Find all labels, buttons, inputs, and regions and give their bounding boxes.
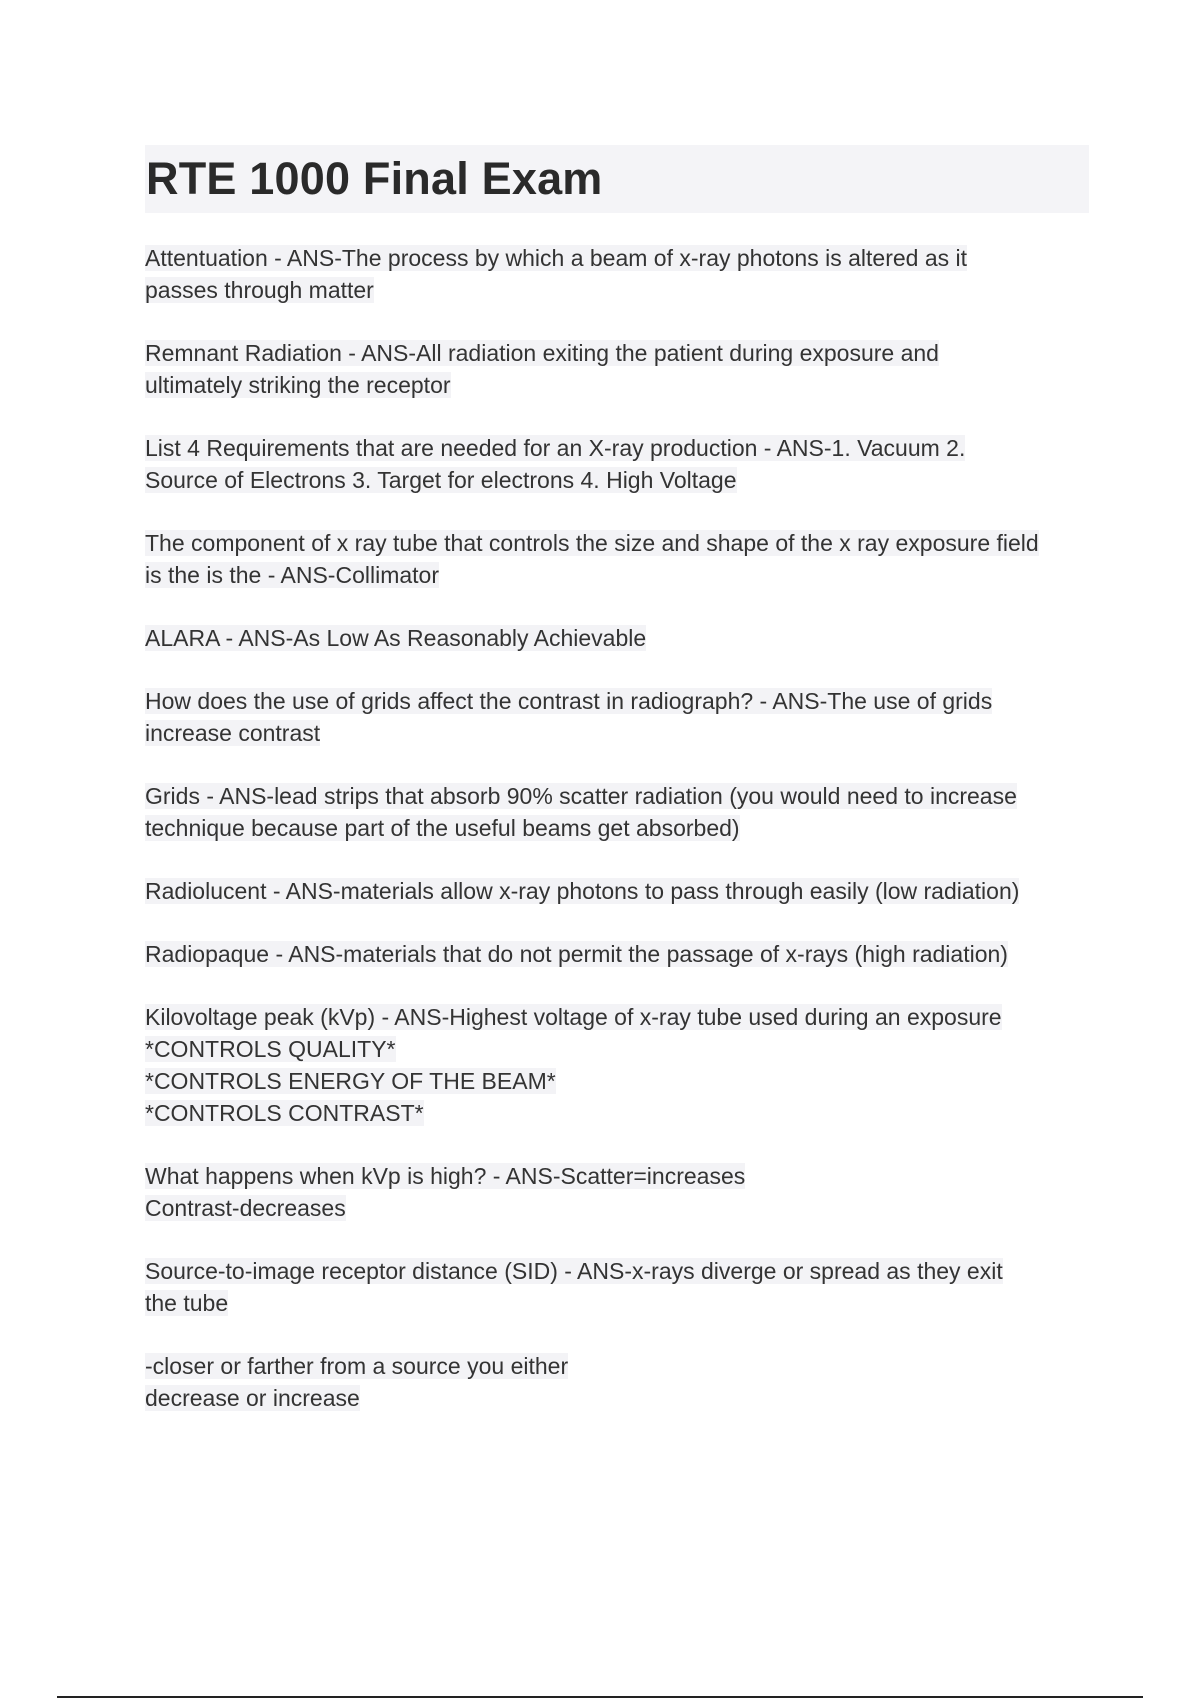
entry-line: *CONTROLS QUALITY*	[145, 1036, 396, 1062]
entry	[145, 780, 1095, 844]
entry	[145, 527, 1095, 591]
entry	[145, 685, 1095, 749]
entry-line: passes through matter	[145, 277, 374, 303]
entry-line: -closer or farther from a source you either	[145, 1353, 569, 1379]
entry-line: Grids - ANS-lead strips that absorb 90% scatter radiation (you would need to increase	[145, 783, 1017, 809]
entry-line: *CONTROLS ENERGY OF THE BEAM*	[145, 1068, 556, 1094]
entry-line: Kilovoltage peak (kVp) - ANS-Highest voltage of x-ray tube used during an exposure	[145, 1004, 1002, 1030]
entry	[145, 622, 1095, 654]
entry-list	[145, 242, 1095, 1445]
entry-line: How does the use of grids affect the contrast in radiograph? - ANS-The use of grids	[145, 688, 993, 714]
entry-line: Source of Electrons 3. Target for electrons 4. High Voltage	[145, 467, 737, 493]
entry-line: The component of x ray tube that controls the size and shape of the x ray exposure field	[145, 530, 1039, 556]
entry-line: *CONTROLS CONTRAST*	[145, 1100, 424, 1126]
entry-line: Radiolucent - ANS-materials allow x-ray photons to pass through easily (low radiation)	[145, 878, 1020, 904]
entry-line: Remnant Radiation - ANS-All radiation exiting the patient during exposure and	[145, 340, 939, 366]
entry-line: Attentuation - ANS-The process by which a beam of x-ray photons is altered as it	[145, 245, 968, 271]
entry-line: ALARA - ANS-As Low As Reasonably Achievable	[145, 625, 647, 651]
entry-line: Radiopaque - ANS-materials that do not permit the passage of x-rays (high radiation)	[145, 941, 1008, 967]
entry-line: is the is the - ANS-Collimator	[145, 562, 439, 588]
entry	[145, 337, 1095, 401]
entry	[145, 1255, 1095, 1319]
entry	[145, 432, 1095, 496]
title-block	[145, 145, 1089, 213]
entry-line: List 4 Requirements that are needed for an X-ray production - ANS-1. Vacuum 2.	[145, 435, 966, 461]
entry-line: the tube	[145, 1290, 229, 1316]
entry-line: Contrast-decreases	[145, 1195, 346, 1221]
entry	[145, 1001, 1095, 1129]
entry	[145, 1350, 1095, 1414]
entry-line: increase contrast	[145, 720, 321, 746]
footer-divider	[57, 1696, 1143, 1698]
entry	[145, 242, 1095, 306]
entry	[145, 1160, 1095, 1224]
document-title: RTE 1000 Final Exam	[146, 153, 603, 204]
entry-line: Source-to-image receptor distance (SID) - ANS-x-rays diverge or spread as they exit	[145, 1258, 1003, 1284]
entry-line: technique because part of the useful beams get absorbed)	[145, 815, 740, 841]
entry-line: decrease or increase	[145, 1385, 360, 1411]
entry-line: What happens when kVp is high? - ANS-Scatter=increases	[145, 1163, 746, 1189]
entry	[145, 875, 1095, 907]
entry-line: ultimately striking the receptor	[145, 372, 451, 398]
entry	[145, 938, 1095, 970]
